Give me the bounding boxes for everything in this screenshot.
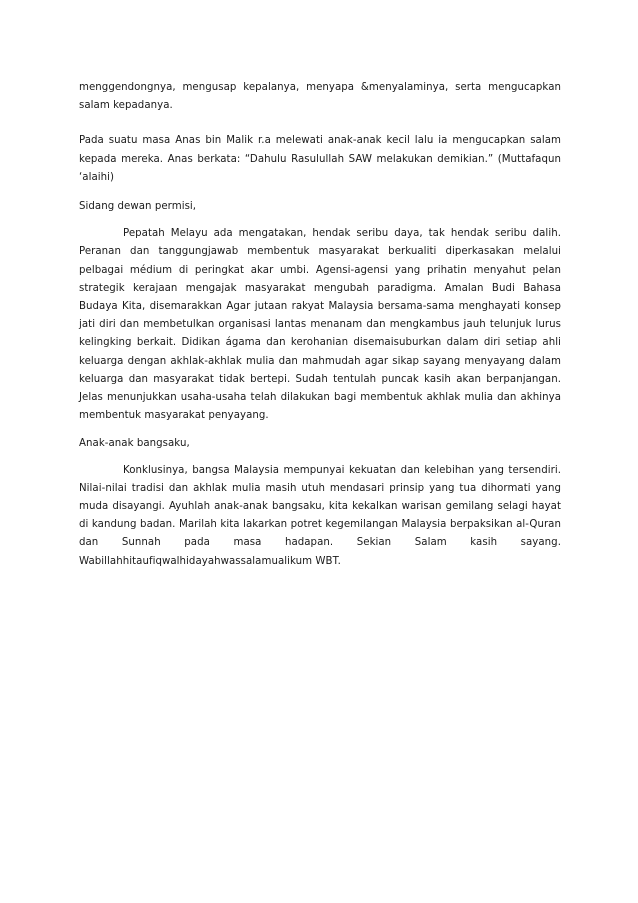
paragraph-closing-hadith-continuation: menggendongnya, mengusap kepalanya, menyapa &menyalaminya, serta mengucapkan salam kepadanya. [79,82,561,112]
salutation-anak-anak-bangsaku: Anak-anak bangsaku, [79,438,190,450]
paragraph-konklusi: Konklusinya, bangsa Malaysia mempunyai kekuatan dan kelebihan yang tersendiri. Nilai-nilai tradisi dan akhlak mulia masih utuh mendasari prinsip yang tua dihormati yang muda disayangi. Ayuhlah anak-anak bangsaku, kita kekalkan warisan gemilang selagi hayat di kandung badan. Marilah kita lakarkan potret kegemilangan Malaysia berpaksikan al-Quran dan Sunnah pada masa hadapan. Sekian Salam kasih sayang. Wabillahhitaufiqwalhidayahwassalamualikum WBT. [79,464,561,567]
paragraph-pepatah-melayu: Pepatah Melayu ada mengatakan, hendak seribu daya, tak hendak seribu dalih. Peranan dan tanggungjawab membentuk masyarakat berkualiti diperkasakan melalui pelbagai médium di peringkat akar umbi. Agensi-agensi yang prihatin menyahut pelan strategik kerajaan mengajak masyarakat mengubah paradigma. Amalan Budi Bahasa Budaya Kita, disemarakkan Agar jutaan rakyat Malaysia bersama-sama menghayati konsep jati diri dan membetulkan organisasi lantas menanam dan mengkambus jauh telunjuk lurus kelingking berkait. Didikan ágama dan kerohanian disemaisuburkan dalam diri setiap ahli keluarga dengan akhlak-akhlak mulia dan mahmudah agar sikap sayang menyayang dalam keluarga dan masyarakat tidak bertepi. Sudah tentulah puncak kasih akan berpanjangan. Jelas menunjukkan usaha-usaha telah dilakukan bagi membentuk akhlak mulia dan akhinya membentuk masyarakat penyayang. [79,228,561,422]
salutation-sidang-dewan: Sidang dewan permisi, [79,201,197,213]
document-page [79,79,561,571]
paragraph-anas-hadith: Pada suatu masa Anas bin Malik r.a melewati anak-anak kecil lalu ia mengucapkan salam kepada mereka. Anas berkata: “Dahulu Rasulullah SAW melakukan demikian.” (Muttafaqun ‘alaihi) [79,135,561,183]
